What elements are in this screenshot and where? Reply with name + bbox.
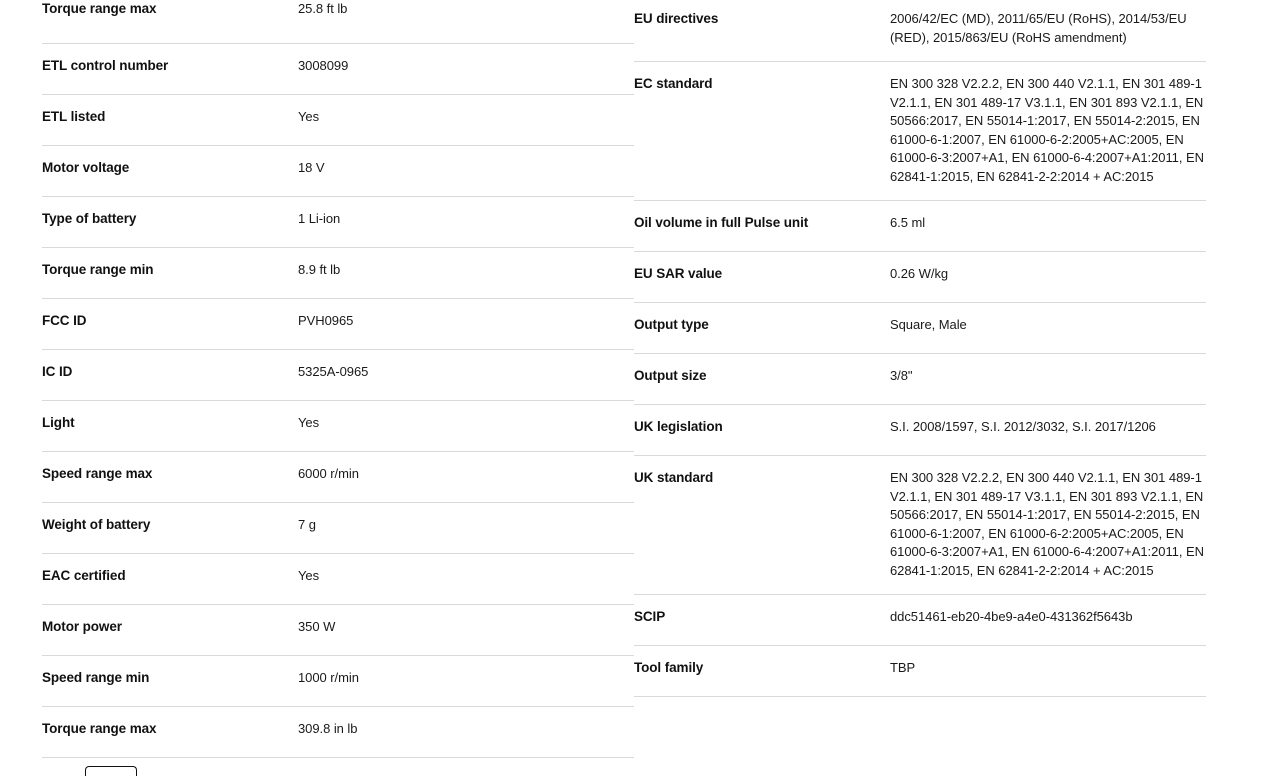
- spec-row: [634, 405, 1206, 456]
- spec-value: 3/8": [890, 368, 913, 383]
- spec-label: Torque range max: [42, 721, 157, 736]
- spec-label: EC standard: [634, 76, 713, 91]
- spec-row: [42, 44, 634, 95]
- spec-label: Tool family: [634, 660, 704, 675]
- spec-row: [634, 456, 1206, 595]
- spec-row: [634, 354, 1206, 405]
- spec-value: 5325A-0965: [298, 364, 369, 379]
- spec-value: 25.8 ft lb: [298, 1, 348, 16]
- spec-row: [42, 197, 634, 248]
- spec-label: FCC ID: [42, 313, 87, 328]
- spec-label: Motor power: [42, 619, 122, 634]
- spec-row: [634, 646, 1206, 697]
- spec-row: [42, 95, 634, 146]
- spec-value: 2006/42/EC (MD), 2011/65/EU (RoHS), 2014/53/EU (RED), 2015/863/EU (RoHS amendment): [890, 11, 1187, 45]
- spec-value: Yes: [298, 568, 320, 583]
- spec-value: ddc51461-eb20-4be9-a4e0-431362f5643b: [890, 609, 1133, 624]
- spec-label: UK standard: [634, 470, 714, 485]
- spec-row: [634, 595, 1206, 646]
- spec-label: IC ID: [42, 364, 73, 379]
- spec-row: [42, 401, 634, 452]
- spec-value: S.I. 2008/1597, S.I. 2012/3032, S.I. 2017/1206: [890, 419, 1156, 434]
- spec-row: [634, 0, 1206, 62]
- spec-row: [42, 248, 634, 299]
- spec-row: [42, 299, 634, 350]
- specification-column-left: [42, 0, 634, 776]
- spec-row: [42, 503, 634, 554]
- spec-label: SCIP: [634, 609, 666, 624]
- spec-row: [42, 605, 634, 656]
- spec-value: 1000 r/min: [298, 670, 359, 685]
- spec-value: EN 300 328 V2.2.2, EN 300 440 V2.1.1, EN 301 489-1 V2.1.1, EN 301 489-17 V3.1.1, EN 301 893 V2.1.1, EN 50566:2017, EN 55014-1:2017, EN 55014-2:2015, EN 61000-6-1:2007, EN 61000-6-2:2005+AC:2005, EN 61000-6-3:2007+A1, EN 61000-6-4:2007+A1:2011, EN 62841-1:2015, EN 62841-2-2:2014 + AC:2015: [890, 470, 1204, 578]
- spec-value: 1 Li-ion: [298, 211, 341, 226]
- spec-row: [42, 452, 634, 503]
- spec-label: Motor voltage: [42, 160, 130, 175]
- spec-row: [634, 201, 1206, 252]
- spec-label: Output size: [634, 368, 707, 383]
- spec-row: [42, 554, 634, 605]
- spec-value: TBP: [890, 660, 916, 675]
- spec-row: [42, 146, 634, 197]
- spec-row: [42, 707, 634, 758]
- spec-label: EU SAR value: [634, 266, 723, 281]
- spec-value: 3008099: [298, 58, 349, 73]
- spec-row: [42, 350, 634, 401]
- spec-label: Oil volume in full Pulse unit: [634, 215, 809, 230]
- spec-row: [634, 252, 1206, 303]
- spec-value: 18 V: [298, 160, 325, 175]
- spec-label: ETL control number: [42, 58, 169, 73]
- spec-value: 8.9 ft lb: [298, 262, 341, 277]
- spec-row: [42, 656, 634, 707]
- spec-label: Speed range min: [42, 670, 150, 685]
- spec-label: UK legislation: [634, 419, 723, 434]
- spec-label: Torque range min: [42, 262, 154, 277]
- spec-value: PVH0965: [298, 313, 354, 328]
- spec-label: Speed range max: [42, 466, 153, 481]
- spec-label: Light: [42, 415, 75, 430]
- partial-button-below-fold[interactable]: [85, 766, 137, 776]
- spec-row: [634, 62, 1206, 201]
- spec-label: Torque range max: [42, 1, 157, 16]
- spec-value: 0.26 W/kg: [890, 266, 949, 281]
- spec-value: 6.5 ml: [890, 215, 926, 230]
- spec-value: 6000 r/min: [298, 466, 359, 481]
- spec-label: ETL listed: [42, 109, 106, 124]
- spec-value: Square, Male: [890, 317, 967, 332]
- spec-value: 350 W: [298, 619, 336, 634]
- spec-label: EAC certified: [42, 568, 126, 583]
- spec-label: Output type: [634, 317, 709, 332]
- spec-row: [634, 303, 1206, 354]
- spec-row: [42, 0, 634, 44]
- spec-value: Yes: [298, 109, 320, 124]
- spec-label: EU directives: [634, 11, 719, 26]
- spec-label: Type of battery: [42, 211, 137, 226]
- specification-column-right: [634, 0, 1206, 697]
- spec-value: Yes: [298, 415, 320, 430]
- spec-value: 7 g: [298, 517, 316, 532]
- spec-value: EN 300 328 V2.2.2, EN 300 440 V2.1.1, EN 301 489-1 V2.1.1, EN 301 489-17 V3.1.1, EN 301 893 V2.1.1, EN 50566:2017, EN 55014-1:2017, EN 55014-2:2015, EN 61000-6-1:2007, EN 61000-6-2:2005+AC:2005, EN 61000-6-3:2007+A1, EN 61000-6-4:2007+A1:2011, EN 62841-1:2015, EN 62841-2-2:2014 + AC:2015: [890, 76, 1204, 184]
- spec-value: 309.8 in lb: [298, 721, 358, 736]
- spec-label: Weight of battery: [42, 517, 151, 532]
